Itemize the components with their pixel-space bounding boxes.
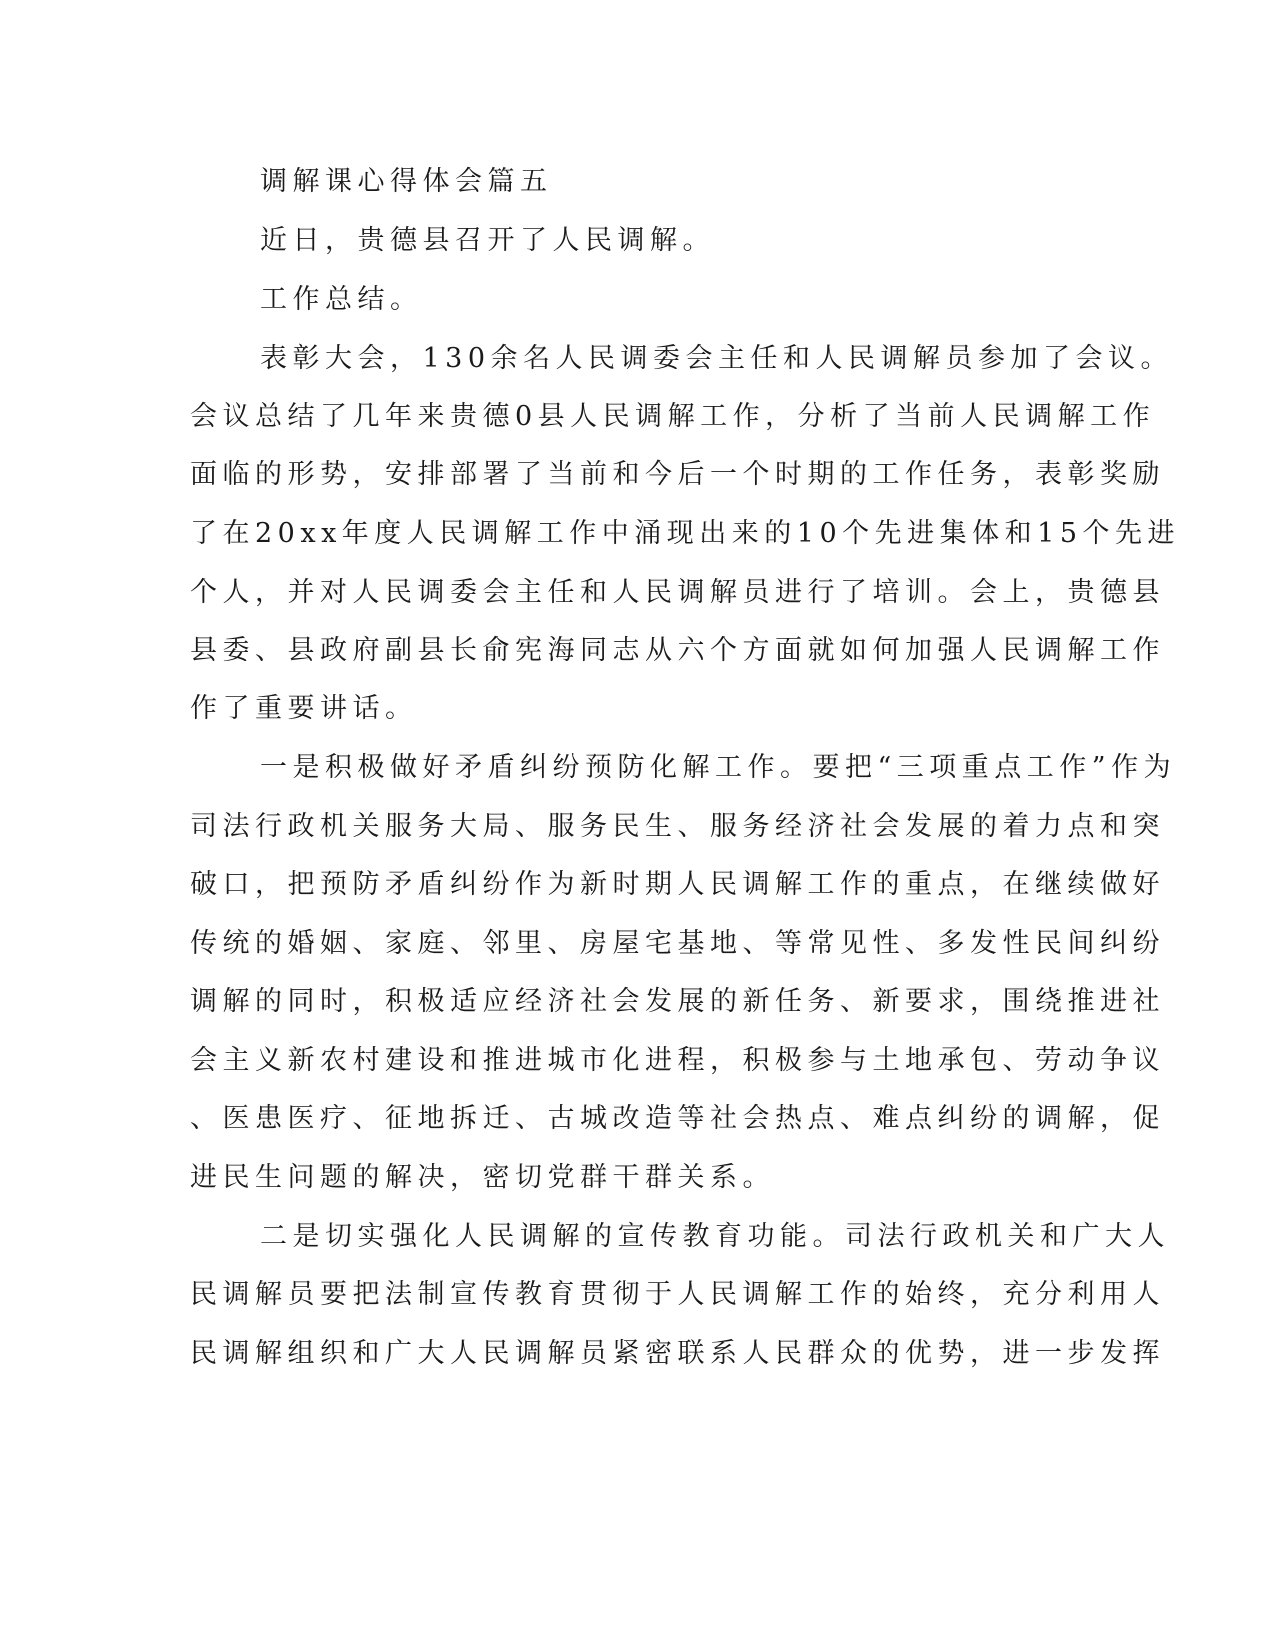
paragraph-line: 表彰大会，130余名人民调委会主任和人民调解员参加了会议。 — [260, 343, 1174, 374]
paragraph-line: 一是积极做好矛盾纠纷预防化解工作。要把“三项重点工作”作为 — [260, 752, 1177, 783]
paragraph-line: 了在20xx年度人民调解工作中涌现出来的10个先进集体和15个先进 — [190, 518, 1181, 549]
paragraph-line: 会主义新农村建设和推进城市化进程，积极参与土地承包、劳动争议 — [190, 1045, 1165, 1076]
paragraph-line: 民调解组织和广大人民调解员紧密联系人民群众的优势，进一步发挥 — [190, 1338, 1165, 1369]
document-title: 调解课心得体会篇五 — [260, 166, 553, 197]
paragraph-line: 进民生问题的解决，密切党群干群关系。 — [190, 1162, 775, 1193]
paragraph-line: 工作总结。 — [260, 284, 423, 315]
paragraph-line: 作了重要讲话。 — [190, 693, 418, 724]
paragraph-line: 二是切实强化人民调解的宣传教育功能。司法行政机关和广大人 — [260, 1221, 1170, 1252]
paragraph-line: 县委、县政府副县长俞宪海同志从六个方面就如何加强人民调解工作 — [190, 635, 1165, 666]
paragraph-line: 破口，把预防矛盾纠纷作为新时期人民调解工作的重点，在继续做好 — [190, 869, 1165, 900]
paragraph-line: 司法行政机关服务大局、服务民生、服务经济社会发展的着力点和突 — [190, 811, 1165, 842]
paragraph-line: 调解的同时，积极适应经济社会发展的新任务、新要求，围绕推进社 — [190, 986, 1165, 1017]
paragraph-line: 个人，并对人民调委会主任和人民调解员进行了培训。会上，贵德县 — [190, 577, 1165, 608]
paragraph-line: 面临的形势，安排部署了当前和今后一个时期的工作任务，表彰奖励 — [190, 459, 1165, 490]
paragraph-line: 会议总结了几年来贵德0县人民调解工作，分析了当前人民调解工作 — [190, 401, 1156, 432]
paragraph-line: 传统的婚姻、家庭、邻里、房屋宅基地、等常见性、多发性民间纠纷 — [190, 928, 1165, 959]
paragraph-line: 近日，贵德县召开了人民调解。 — [260, 225, 715, 256]
paragraph-line: 、医患医疗、征地拆迁、古城改造等社会热点、难点纠纷的调解，促 — [190, 1103, 1165, 1134]
paragraph-line: 民调解员要把法制宣传教育贯彻于人民调解工作的始终，充分利用人 — [190, 1279, 1165, 1310]
